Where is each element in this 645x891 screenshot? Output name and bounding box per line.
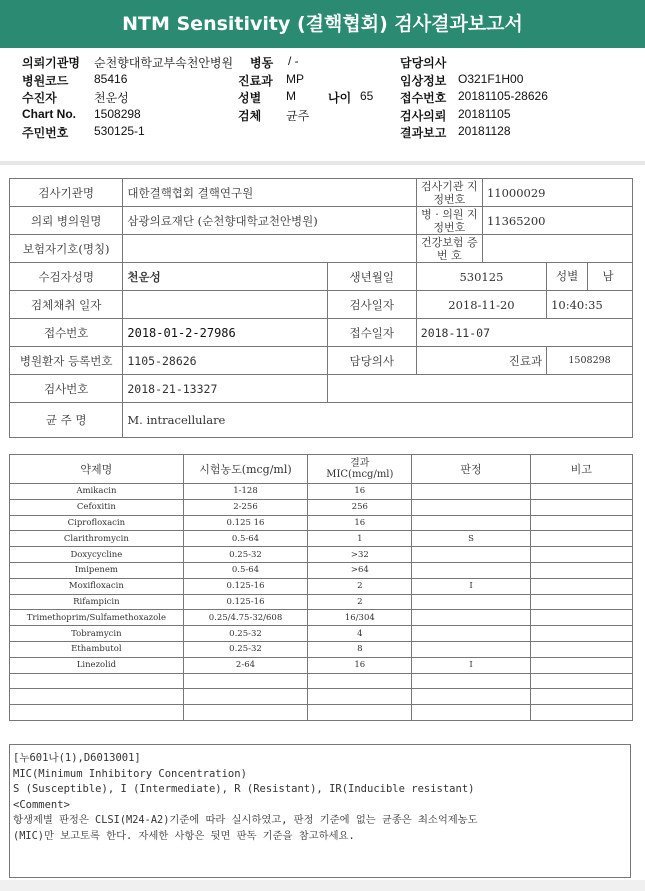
cell-range: 0.125 16 — [183, 515, 307, 531]
reg-no-label: 병원환자 등록번호 — [10, 347, 123, 375]
cell-note — [530, 531, 632, 547]
table-row — [10, 594, 633, 610]
cell-drug: Tobramycin — [10, 626, 184, 642]
info-row — [10, 179, 633, 207]
cell-mic: 16 — [308, 657, 412, 673]
acc-date: 2018-11-07 — [416, 319, 632, 347]
susceptibility-table — [9, 454, 633, 721]
strain-name: M. intracellulare — [123, 403, 633, 438]
report-title: NTM Sensitivity (결핵협회) 검사결과보고서 — [0, 0, 645, 48]
comment-code: [누601나(1),D6013001] — [13, 752, 141, 764]
cell-empty — [10, 673, 184, 689]
hospital-code-label: 병원코드 — [22, 73, 69, 88]
info-row — [10, 207, 633, 235]
cell-note — [530, 610, 632, 626]
cell-empty — [10, 705, 184, 721]
doctor-cell-label: 담당의사 — [327, 347, 416, 375]
chart-no-label: Chart No. — [22, 106, 76, 121]
accession-label: 접수번호 — [400, 91, 447, 105]
cell-interp: S — [412, 531, 530, 547]
info-row — [10, 375, 633, 403]
col-result: 결과 MIC(mcg/ml) — [308, 455, 412, 484]
cell-range: 0.125-16 — [183, 594, 307, 610]
insurer-label: 보험자기호(명칭) — [10, 235, 123, 263]
table-row — [10, 578, 633, 594]
req-hosp: 삼광의료재단 (순천향대학교천안병원) — [123, 207, 416, 235]
table-row-empty — [10, 673, 633, 689]
sex-label: 성별 — [238, 91, 262, 105]
cell-empty — [308, 689, 412, 705]
reg-no: 1105-28626 — [123, 347, 327, 375]
blank-cell — [327, 375, 632, 403]
col-note: 비고 — [530, 455, 632, 484]
dept-cell: 1508298 — [547, 347, 633, 375]
hospital-name-label: 의뢰기관명 — [22, 56, 80, 70]
collect-date — [123, 291, 327, 319]
accession-number: 20181105-28626 — [458, 89, 548, 103]
table-row — [10, 562, 633, 578]
report-date: 20181128 — [458, 124, 511, 138]
section-divider — [0, 161, 645, 165]
resident-no: 530125-1 — [94, 124, 145, 138]
col-drug: 약제명 — [10, 455, 184, 484]
patient-name-cell: 천운성 — [123, 263, 327, 291]
health-card-label: 건강보험 증 번 호 — [416, 235, 482, 263]
table-row — [10, 626, 633, 642]
clinical-info: O321F1H00 — [458, 71, 524, 86]
cell-note — [530, 484, 632, 500]
cell-drug: Doxycycline — [10, 547, 184, 563]
patient-name: 천운성 — [94, 91, 129, 105]
test-time: 10:40:35 — [547, 291, 633, 319]
cell-range: 0.25-32 — [183, 641, 307, 657]
info-table — [9, 178, 633, 438]
header-row-5 — [22, 124, 632, 142]
cell-empty — [183, 689, 307, 705]
hospital-code: 85416 — [94, 71, 128, 86]
cell-range: 1-128 — [183, 484, 307, 500]
cell-mic: 16 — [308, 515, 412, 531]
cell-note — [530, 547, 632, 563]
col-range: 시험농도(mcg/ml) — [183, 455, 307, 484]
table-row — [10, 499, 633, 515]
info-row — [10, 263, 633, 291]
cell-range: 0.25-32 — [183, 626, 307, 642]
table-row — [10, 547, 633, 563]
acc-date-label: 접수일자 — [327, 319, 416, 347]
exam-org-label: 검사기관명 — [10, 179, 123, 207]
info-row — [10, 235, 633, 263]
cell-drug: Linezolid — [10, 657, 184, 673]
cell-mic: 1 — [308, 531, 412, 547]
comment-box — [9, 744, 631, 878]
comment-line: (MIC)만 보고토록 한다. 자세한 사항은 뒷면 판독 기준을 참고하세요. — [13, 829, 355, 842]
cell-mic: 4 — [308, 626, 412, 642]
cell-interp: I — [412, 578, 530, 594]
cell-interp — [412, 594, 530, 610]
age: 65 — [360, 89, 374, 103]
ward: / - — [288, 54, 299, 68]
insurer — [123, 235, 416, 263]
cell-note — [530, 499, 632, 515]
cell-note — [530, 515, 632, 531]
cell-empty — [10, 689, 184, 705]
cell-empty — [530, 705, 632, 721]
cell-range: 0.125-16 — [183, 578, 307, 594]
doctor-label: 담당의사 — [400, 56, 447, 70]
cell-range: 0.25/4.75-32/608 — [183, 610, 307, 626]
cell-empty — [183, 673, 307, 689]
hospital-name: 순천향대학교부속천안병원 — [94, 56, 234, 70]
resident-no-label: 주민번호 — [22, 126, 69, 140]
req-id-label: 병 · 의원 지정번호 — [416, 207, 482, 235]
req-id: 11365200 — [482, 207, 632, 235]
cell-drug: Ethambutol — [10, 641, 184, 657]
cell-interp — [412, 610, 530, 626]
cell-drug: Trimethoprim/Sulfamethoxazole — [10, 610, 184, 626]
sex: M — [286, 89, 296, 103]
req-hosp-label: 의뢰 병의원명 — [10, 207, 123, 235]
table-header-row — [10, 455, 633, 484]
exam-id-label: 검사기관 지정번호 — [416, 179, 482, 207]
test-date-label: 검사일자 — [327, 291, 416, 319]
dob-label: 생년월일 — [327, 263, 416, 291]
cell-range: 0.25-32 — [183, 547, 307, 563]
department-label: 진료과 — [238, 73, 273, 88]
header-row-3 — [22, 89, 632, 107]
cell-mic: 2 — [308, 594, 412, 610]
cell-mic: >32 — [308, 547, 412, 563]
cell-mic: 2 — [308, 578, 412, 594]
cell-mic: 16 — [308, 484, 412, 500]
info-row — [10, 347, 633, 375]
sex-cell-label: 성별 — [547, 263, 588, 290]
report-date-label: 결과보고 — [400, 126, 447, 140]
ward-label: 병동 — [250, 56, 274, 70]
acc-no: 2018-01-2-27986 — [123, 319, 327, 347]
cell-interp — [412, 484, 530, 500]
comment-line: <Comment> — [13, 798, 70, 811]
test-no: 2018-21-13327 — [123, 375, 327, 403]
cell-interp — [412, 641, 530, 657]
cell-empty — [308, 673, 412, 689]
table-row — [10, 610, 633, 626]
col-interp: 판정 — [412, 455, 530, 484]
report-header — [22, 54, 632, 142]
comment-line: S (Susceptible), I (Intermediate), R (Resistant), IR(Inducible resistant) — [13, 783, 475, 795]
cell-drug: Imipenem — [10, 562, 184, 578]
department: MP — [286, 71, 304, 86]
sex-cell: 남 — [602, 269, 614, 283]
specimen: 균주 — [286, 108, 310, 123]
chart-no: 1508298 — [94, 106, 141, 121]
comment-line: MIC(Minimum Inhibitory Concentration) — [13, 767, 247, 780]
exam-org: 대한결핵협회 결핵연구원 — [123, 179, 416, 207]
info-row — [10, 319, 633, 347]
exam-id: 11000029 — [482, 179, 632, 207]
dob: 530125 — [416, 263, 546, 291]
cell-mic: >64 — [308, 562, 412, 578]
cell-drug: Moxifloxacin — [10, 578, 184, 594]
cell-note — [530, 562, 632, 578]
request-date: 20181105 — [458, 106, 511, 121]
clinical-info-label: 임상정보 — [400, 73, 447, 88]
table-row-empty — [10, 705, 633, 721]
table-row — [10, 641, 633, 657]
header-row-2 — [22, 72, 632, 90]
cell-mic: 8 — [308, 641, 412, 657]
cell-interp — [412, 626, 530, 642]
age-label: 나이 — [328, 91, 352, 105]
cell-interp — [412, 499, 530, 515]
header-row-1 — [22, 54, 632, 72]
cell-note — [530, 578, 632, 594]
cell-empty — [412, 689, 530, 705]
cell-range: 0.5-64 — [183, 531, 307, 547]
cell-range: 2-256 — [183, 499, 307, 515]
cell-range: 0.5-64 — [183, 562, 307, 578]
cell-empty — [308, 705, 412, 721]
specimen-label: 검체 — [238, 108, 262, 123]
info-row — [10, 403, 633, 438]
cell-note — [530, 594, 632, 610]
cell-interp — [412, 515, 530, 531]
cell-drug: Cefoxitin — [10, 499, 184, 515]
cell-drug: Amikacin — [10, 484, 184, 500]
cell-interp — [412, 562, 530, 578]
cell-empty — [412, 673, 530, 689]
cell-empty — [183, 705, 307, 721]
health-card — [482, 235, 632, 263]
cell-interp: I — [412, 657, 530, 673]
table-row — [10, 531, 633, 547]
cell-interp — [412, 547, 530, 563]
header-row-4 — [22, 107, 632, 125]
cell-drug: Ciprofloxacin — [10, 515, 184, 531]
cell-mic: 16/304 — [308, 610, 412, 626]
cell-note — [530, 657, 632, 673]
collect-date-label: 검체채취 일자 — [10, 291, 123, 319]
table-row — [10, 515, 633, 531]
cell-note — [530, 641, 632, 657]
cell-empty — [530, 673, 632, 689]
acc-no-label: 접수번호 — [10, 319, 123, 347]
cell-range: 2-64 — [183, 657, 307, 673]
test-date: 2018-11-20 — [416, 291, 546, 319]
cell-note — [530, 626, 632, 642]
page-footer — [0, 880, 645, 891]
cell-empty — [412, 705, 530, 721]
request-date-label: 검사의뢰 — [400, 108, 447, 123]
cell-drug: Rifampicin — [10, 594, 184, 610]
cell-empty — [530, 689, 632, 705]
table-row — [10, 484, 633, 500]
info-row — [10, 291, 633, 319]
comment-line: 항생제별 판정은 CLSI(M24-A2)기준에 따라 실시하였고, 판정 기준에 없는 균종은 최소억제농도 — [13, 814, 478, 826]
cell-mic: 256 — [308, 499, 412, 515]
strain-label: 균 주 명 — [10, 403, 123, 438]
cell-drug: Clarithromycin — [10, 531, 184, 547]
table-row — [10, 657, 633, 673]
patient-label: 수진자 — [22, 91, 57, 105]
test-no-label: 검사번호 — [10, 375, 123, 403]
table-row-empty — [10, 689, 633, 705]
dept-cell-label: 진료과 — [416, 347, 546, 375]
patient-name-label: 수검자성명 — [10, 263, 123, 291]
